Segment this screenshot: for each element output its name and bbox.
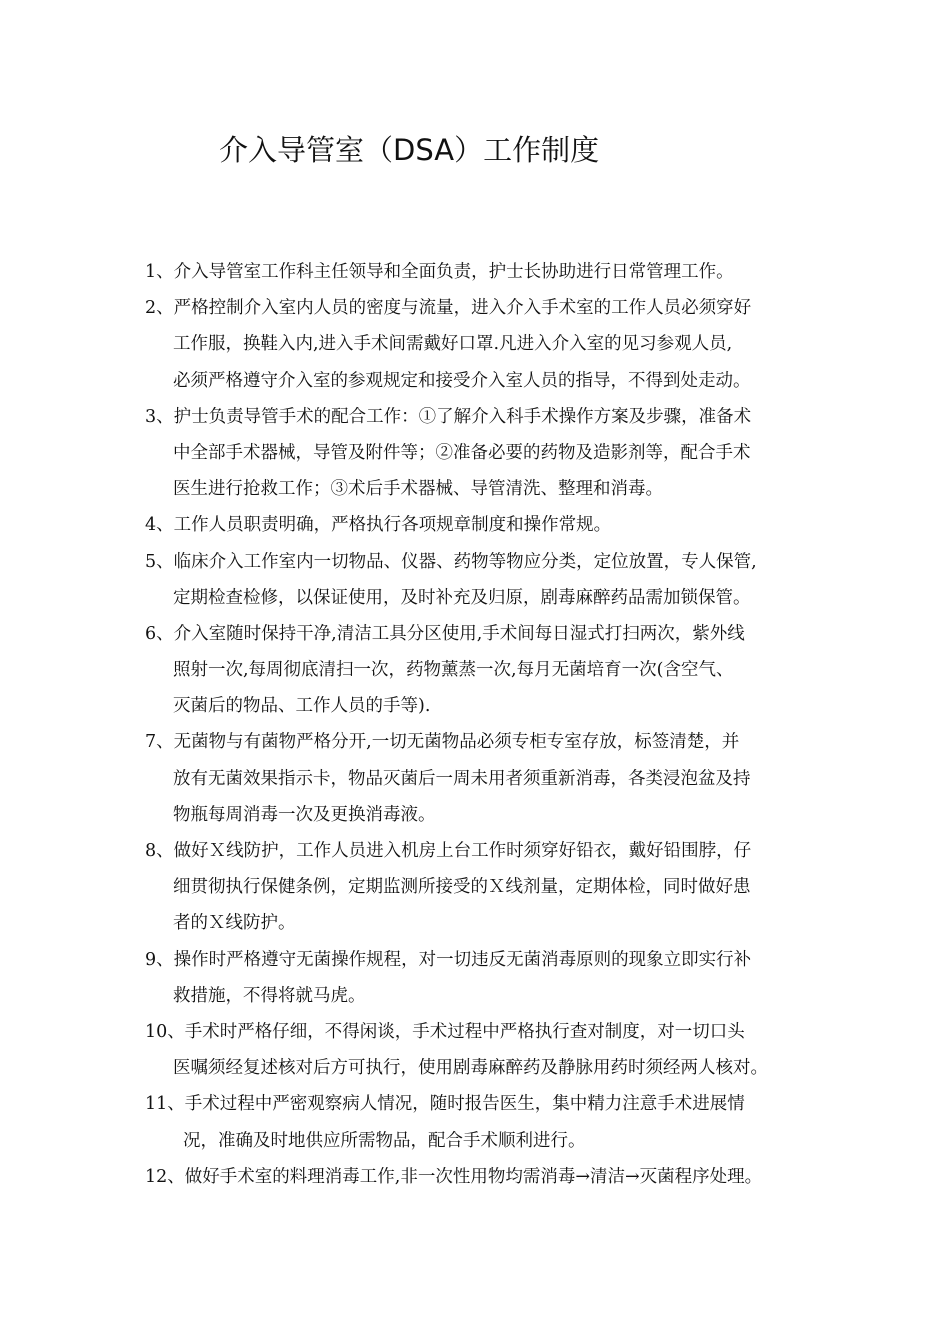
rule-text-continuation: 医嘱须经复述核对后方可执行，使用剧毒麻醉药及静脉用药时须经两人核对。 <box>173 1058 768 1079</box>
rule-text-continuation: 中全部手术器械，导管及附件等；②准备必要的药物及造影剂等，配合手术 <box>173 442 751 463</box>
rule-item <box>145 254 835 290</box>
rule-text-continuation: 工作服，换鞋入内,进入手术间需戴好口罩.凡进入介入室的见习参观人员, <box>173 334 733 355</box>
rule-text: 9、操作时严格遵守无菌操作规程，对一切违反无菌消毒原则的现象立即实行补 <box>145 949 752 970</box>
rule-text: 11、手术过程中严密观察病人情况，随时报告医生，集中精力注意手术进展情 <box>145 1094 745 1115</box>
rule-text-continuation: 照射一次,每周彻底清扫一次，药物薰蒸一次,每月无菌培育一次(含空气、 <box>173 660 734 681</box>
rule-text-continuation: 细贯彻执行保健条例，定期监测所接受的Ｘ线剂量，定期体检，同时做好患 <box>173 877 751 898</box>
rule-item <box>145 833 835 942</box>
rule-item <box>145 507 835 543</box>
rule-text: 8、做好Ｘ线防护，工作人员进入机房上台工作时须穿好铅衣，戴好铅围脖，仔 <box>145 841 752 861</box>
document-title: 介入导管室（DSA）工作制度 <box>219 133 600 167</box>
rule-text: 1、介入导管室工作科主任领导和全面负责，护士长协助进行日常管理工作。 <box>145 262 734 282</box>
rule-text: 4、工作人员职责明确，严格执行各项规章制度和操作常规。 <box>145 515 612 536</box>
rule-item <box>145 942 835 1014</box>
rule-item <box>145 1159 835 1195</box>
rule-item <box>145 616 835 725</box>
rule-text-continuation: 物瓶每周消毒一次及更换消毒液。 <box>173 804 436 825</box>
rule-text: 10、手术时严格仔细，不得闲谈，手术过程中严格执行查对制度，对一切口头 <box>145 1021 745 1042</box>
rule-item <box>145 1014 835 1086</box>
rules-list <box>145 254 835 1195</box>
rule-text-continuation: 灭菌后的物品、工作人员的手等). <box>173 696 431 717</box>
rule-item <box>145 290 835 399</box>
rule-item <box>145 724 835 833</box>
rule-item <box>145 1086 835 1158</box>
rule-text: 12、做好手术室的料理消毒工作,非一次性用物均需消毒→清洁→灭菌程序处理。 <box>145 1166 763 1187</box>
rule-text-continuation: 必须严格遵守介入室的参观规定和接受介入室人员的指导，不得到处走动。 <box>173 370 751 391</box>
rule-text: 6、介入室随时保持干净,清洁工具分区使用,手术间每日湿式打扫两次，紫外线 <box>145 623 745 644</box>
rule-text-continuation: 况，准确及时地供应所需物品，配合手术顺利进行。 <box>183 1130 586 1151</box>
rule-text: 5、临床介入工作室内一切物品、仪器、药物等物应分类，定位放置，专人保管, <box>145 551 757 572</box>
rule-text: 3、护士负责导管手术的配合工作：①了解介入科手术操作方案及步骤，准备术 <box>145 406 752 427</box>
rule-text: 2、严格控制介入室内人员的密度与流量，进入介入手术室的工作人员必须穿好 <box>145 298 752 319</box>
rule-item <box>145 399 835 508</box>
rule-text-continuation: 救措施，不得将就马虎。 <box>173 985 366 1006</box>
rule-text-continuation: 定期检查检修，以保证使用，及时补充及归原，剧毒麻醉药品需加锁保管。 <box>173 587 751 608</box>
rule-item <box>145 544 835 616</box>
rule-text-continuation: 医生进行抢救工作；③术后手术器械、导管清洗、整理和消毒。 <box>173 479 663 500</box>
rule-text-continuation: 放有无菌效果指示卡，物品灭菌后一周未用者须重新消毒，各类浸泡盆及持 <box>173 768 751 789</box>
rule-text: 7、无菌物与有菌物严格分开,一切无菌物品必须专柜专室存放，标签清楚，并 <box>145 732 740 753</box>
rule-text-continuation: 者的Ｘ线防护。 <box>173 913 296 934</box>
